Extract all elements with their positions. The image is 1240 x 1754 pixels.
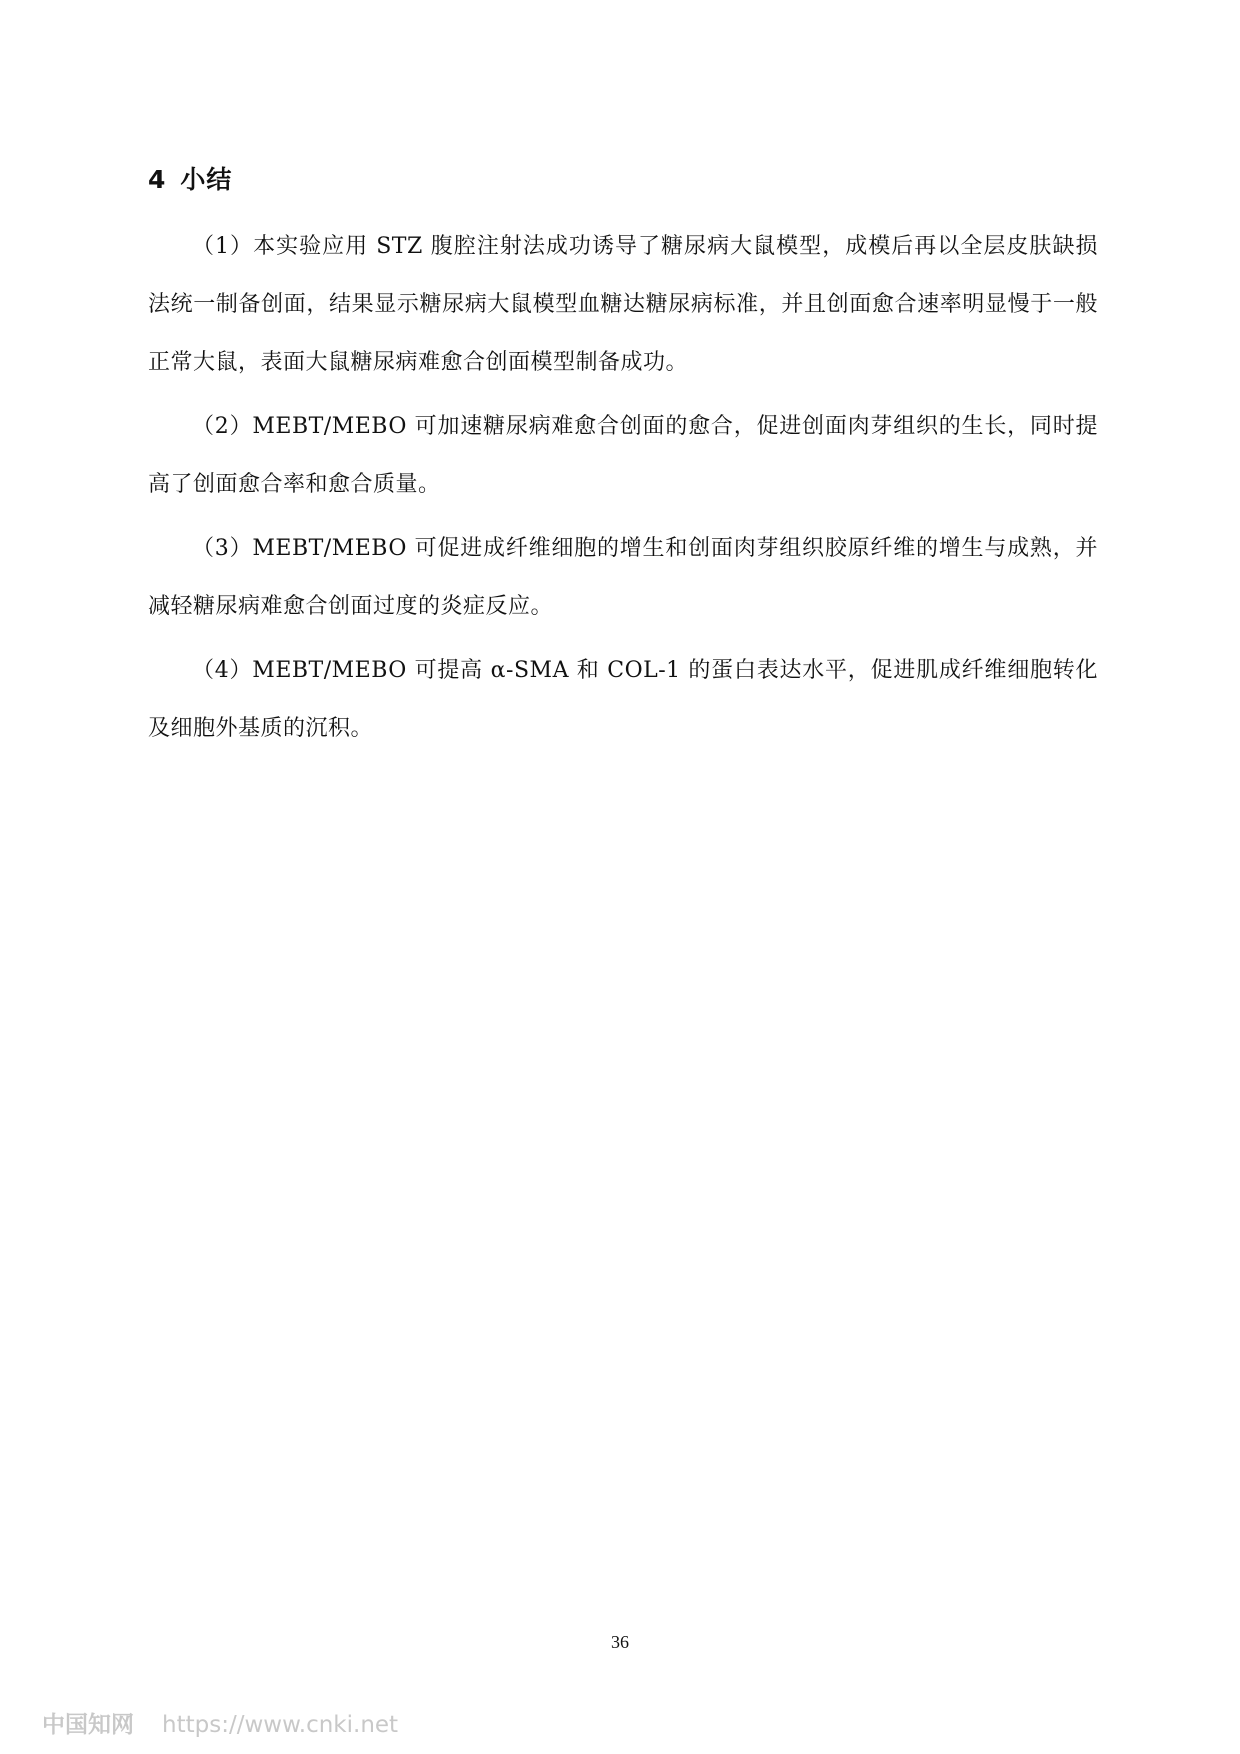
- cnki-watermark: [42, 1710, 398, 1740]
- summary-paragraph-1: （1）本实验应用 STZ 腹腔注射法成功诱导了糖尿病大鼠模型，成模后再以全层皮肤缺损法统一制备创面，结果显示糖尿病大鼠模型血糖达糖尿病标准，并且创面愈合速率明显慢于一般正常大鼠，表面大鼠糖尿病难愈合创面模型制备成功。: [148, 234, 1098, 375]
- section-title: 小结: [180, 165, 233, 194]
- summary-body: [148, 218, 1098, 764]
- watermark-url: https://www.cnki.net: [162, 1712, 399, 1738]
- page-number: 36: [611, 1632, 629, 1652]
- section-number: 4: [148, 165, 167, 194]
- section-heading: [148, 160, 232, 200]
- summary-paragraph-2: （2）MEBT/MEBO 可加速糖尿病难愈合创面的愈合，促进创面肉芽组织的生长，同时提高了创面愈合率和愈合质量。: [148, 414, 1098, 497]
- summary-paragraph-4: （4）MEBT/MEBO 可提高 α-SMA 和 COL-1 的蛋白表达水平，促进肌成纤维细胞转化及细胞外基质的沉积。: [148, 658, 1098, 741]
- watermark-brand: 中国知网: [42, 1712, 134, 1738]
- summary-paragraph-3: （3）MEBT/MEBO 可促进成纤维细胞的增生和创面肉芽组织胶原纤维的增生与成熟，并减轻糖尿病难愈合创面过度的炎症反应。: [148, 536, 1098, 619]
